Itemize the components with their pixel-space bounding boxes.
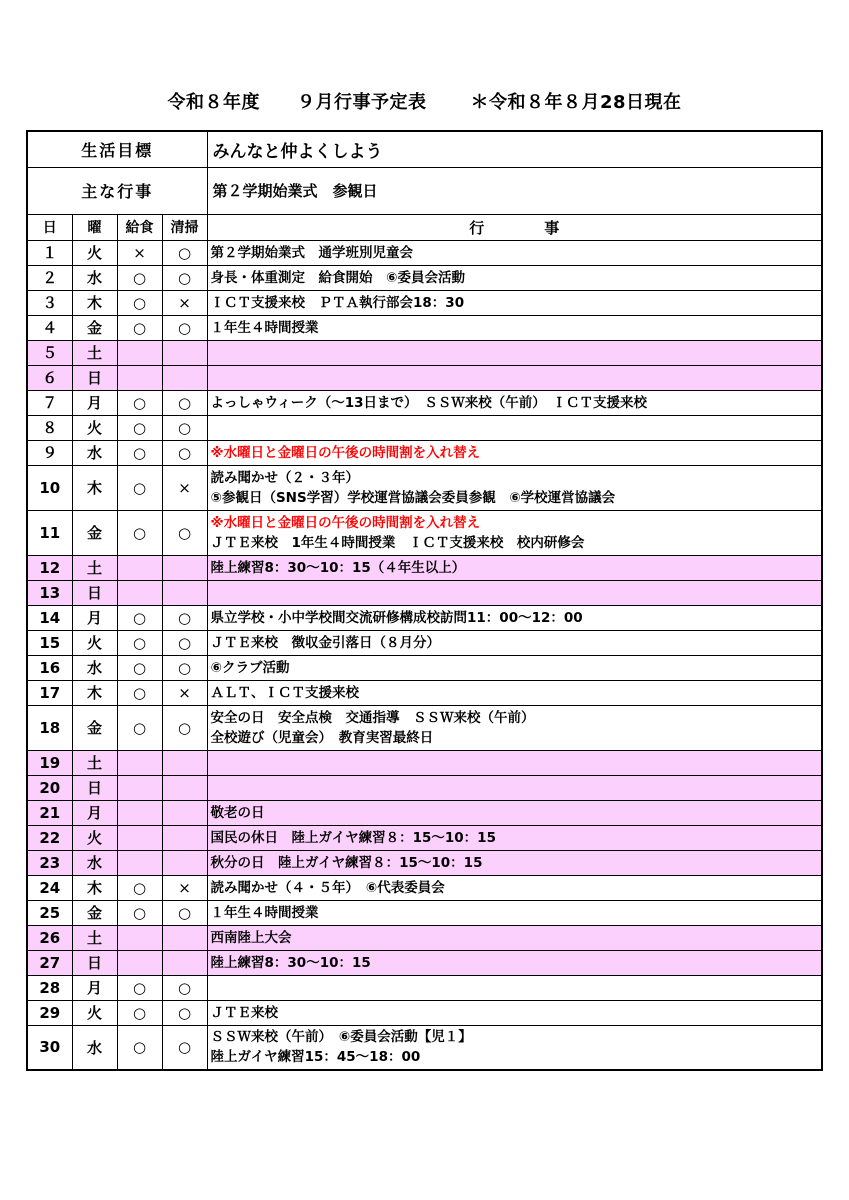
schedule-row	[27, 315, 822, 340]
lunch-cell: ○	[117, 465, 162, 510]
event-text: 読み聞かせ（２・３年）	[210, 469, 360, 486]
as-of-date: ＊令和８年８月28日現在	[470, 92, 682, 113]
lunch-cell	[117, 340, 162, 365]
schedule-row	[27, 925, 822, 950]
events-cell	[207, 315, 822, 340]
lunch-cell: ○	[117, 390, 162, 415]
cleaning-cell: ○	[162, 1025, 207, 1070]
lunch-cell: ○	[117, 655, 162, 680]
goal-label: 生活目標	[27, 131, 207, 167]
cleaning-cell: ○	[162, 655, 207, 680]
weekday-cell: 月	[72, 975, 117, 1000]
weekday-cell: 月	[72, 800, 117, 825]
schedule-row	[27, 510, 822, 555]
weekday-cell: 金	[72, 510, 117, 555]
events-cell	[207, 440, 822, 465]
lunch-cell: ○	[117, 705, 162, 750]
day-cell: 20	[27, 775, 72, 800]
event-text: 西南陸上大会	[210, 929, 292, 946]
events-cell	[207, 340, 822, 365]
events-cell	[207, 415, 822, 440]
lunch-cell	[117, 365, 162, 390]
cleaning-cell: ○	[162, 440, 207, 465]
weekday-cell: 土	[72, 555, 117, 580]
cleaning-cell: ×	[162, 875, 207, 900]
event-text: ＪＴＥ来校 1年生４時間授業 ＩＣＴ支援来校 校内研修会	[210, 534, 585, 551]
events-cell	[207, 750, 822, 775]
events-cell	[207, 605, 822, 630]
weekday-cell: 月	[72, 605, 117, 630]
day-cell: 26	[27, 925, 72, 950]
schedule-row	[27, 630, 822, 655]
cleaning-cell: ○	[162, 705, 207, 750]
event-text: １年生４時間授業	[210, 319, 319, 336]
weekday-cell: 木	[72, 290, 117, 315]
lunch-cell: ○	[117, 1025, 162, 1070]
day-cell: 22	[27, 825, 72, 850]
lunch-cell: ○	[117, 975, 162, 1000]
weekday-cell: 土	[72, 340, 117, 365]
day-cell: 23	[27, 850, 72, 875]
lunch-cell: ×	[117, 240, 162, 265]
events-cell	[207, 365, 822, 390]
events-cell	[207, 630, 822, 655]
day-cell: 11	[27, 510, 72, 555]
day-cell: ５	[27, 340, 72, 365]
event-text: 全校遊び（児童会） 教育実習最終日	[210, 729, 434, 746]
lunch-cell	[117, 925, 162, 950]
events-cell	[207, 580, 822, 605]
cleaning-cell: ○	[162, 415, 207, 440]
weekday-cell: 日	[72, 775, 117, 800]
cleaning-cell	[162, 850, 207, 875]
event-text: よっしゃウィーク（～13日まで） ＳＳＷ来校（午前） ＩＣＴ支援来校	[210, 394, 647, 411]
day-cell: 15	[27, 630, 72, 655]
cleaning-cell: ○	[162, 975, 207, 1000]
main-events-row	[27, 167, 822, 214]
weekday-cell: 日	[72, 950, 117, 975]
events-cell	[207, 290, 822, 315]
schedule-row	[27, 605, 822, 630]
weekday-cell: 土	[72, 925, 117, 950]
events-cell	[207, 850, 822, 875]
schedule-row	[27, 705, 822, 750]
lunch-cell	[117, 825, 162, 850]
event-text: １年生４時間授業	[210, 904, 319, 921]
weekday-cell: 日	[72, 365, 117, 390]
lunch-cell: ○	[117, 265, 162, 290]
schedule-row	[27, 340, 822, 365]
events-cell	[207, 1025, 822, 1070]
lunch-cell	[117, 775, 162, 800]
weekday-cell: 金	[72, 900, 117, 925]
weekday-cell: 火	[72, 1000, 117, 1025]
lunch-cell	[117, 580, 162, 605]
col-events-header: 行 事	[207, 214, 822, 240]
lunch-cell: ○	[117, 875, 162, 900]
event-text: ＪＴＥ来校	[210, 1004, 279, 1021]
lunch-cell	[117, 555, 162, 580]
event-text: 安全の日 安全点検 交通指導 ＳＳＷ来校（午前）	[210, 709, 535, 726]
cleaning-cell: ×	[162, 465, 207, 510]
weekday-cell: 火	[72, 240, 117, 265]
cleaning-cell	[162, 580, 207, 605]
weekday-cell: 日	[72, 580, 117, 605]
weekday-cell: 火	[72, 630, 117, 655]
schedule-row	[27, 440, 822, 465]
weekday-cell: 水	[72, 850, 117, 875]
day-cell: ４	[27, 315, 72, 340]
events-cell	[207, 1000, 822, 1025]
day-cell: ６	[27, 365, 72, 390]
schedule-row	[27, 365, 822, 390]
day-cell: ８	[27, 415, 72, 440]
schedule-row	[27, 875, 822, 900]
cleaning-cell: ○	[162, 1000, 207, 1025]
cleaning-cell: ○	[162, 315, 207, 340]
weekday-cell: 金	[72, 315, 117, 340]
cleaning-cell: ○	[162, 630, 207, 655]
events-cell	[207, 875, 822, 900]
events-cell	[207, 975, 822, 1000]
schedule-row	[27, 265, 822, 290]
day-cell: 28	[27, 975, 72, 1000]
cleaning-cell	[162, 925, 207, 950]
events-cell	[207, 465, 822, 510]
lunch-cell	[117, 850, 162, 875]
schedule-row	[27, 555, 822, 580]
day-cell: 18	[27, 705, 72, 750]
event-text: 陸上練習8：30～10：15	[210, 954, 371, 971]
col-day-header: 日	[27, 214, 72, 240]
schedule-row	[27, 290, 822, 315]
cleaning-cell	[162, 775, 207, 800]
schedule-row	[27, 775, 822, 800]
events-cell	[207, 240, 822, 265]
weekday-cell: 土	[72, 750, 117, 775]
schedule-row	[27, 975, 822, 1000]
lunch-cell: ○	[117, 1000, 162, 1025]
day-cell: 16	[27, 655, 72, 680]
cleaning-cell	[162, 750, 207, 775]
event-text: 国民の休日 陸上ガイヤ練習８：15～10：15	[210, 829, 496, 846]
day-cell: 13	[27, 580, 72, 605]
lunch-cell	[117, 750, 162, 775]
event-text: ＳＳＷ来校（午前） ⑥委員会活動【児１】	[210, 1029, 472, 1046]
lunch-cell: ○	[117, 680, 162, 705]
schedule-row	[27, 680, 822, 705]
lunch-cell: ○	[117, 290, 162, 315]
events-cell	[207, 390, 822, 415]
event-text: 秋分の日 陸上ガイヤ練習８：15～10：15	[210, 854, 483, 871]
day-cell: １	[27, 240, 72, 265]
weekday-cell: 火	[72, 415, 117, 440]
lunch-cell	[117, 800, 162, 825]
schedule-row	[27, 1025, 822, 1070]
weekday-cell: 木	[72, 680, 117, 705]
weekday-cell: 水	[72, 440, 117, 465]
weekday-cell: 水	[72, 265, 117, 290]
day-cell: 19	[27, 750, 72, 775]
cleaning-cell	[162, 365, 207, 390]
cleaning-cell	[162, 800, 207, 825]
cleaning-cell: ○	[162, 605, 207, 630]
schedule-row	[27, 580, 822, 605]
cleaning-cell	[162, 555, 207, 580]
schedule-row	[27, 950, 822, 975]
schedule-row	[27, 1000, 822, 1025]
event-text: ＪＴＥ来校 徴収金引落日（８月分）	[210, 634, 441, 651]
schedule-row	[27, 900, 822, 925]
schedule-row	[27, 465, 822, 510]
cleaning-cell: ×	[162, 680, 207, 705]
schedule-title: 令和８年度 ９月行事予定表	[167, 92, 427, 113]
lunch-cell: ○	[117, 630, 162, 655]
cleaning-cell: ○	[162, 900, 207, 925]
cleaning-cell: ○	[162, 240, 207, 265]
cleaning-cell	[162, 950, 207, 975]
goal-value: みんなと仲よくしよう	[207, 131, 822, 167]
events-cell	[207, 680, 822, 705]
events-cell	[207, 655, 822, 680]
weekday-cell: 金	[72, 705, 117, 750]
weekday-cell: 水	[72, 655, 117, 680]
day-cell: 17	[27, 680, 72, 705]
day-cell: 30	[27, 1025, 72, 1070]
cleaning-cell: ×	[162, 290, 207, 315]
event-text: ⑤参観日（SNS学習）学校運営協議会委員参観 ⑥学校運営協議会	[210, 489, 616, 506]
column-header-row	[27, 214, 822, 240]
event-text: ⑥クラブ活動	[210, 659, 290, 676]
schedule-row	[27, 390, 822, 415]
day-cell: 25	[27, 900, 72, 925]
cleaning-cell: ○	[162, 510, 207, 555]
lunch-cell: ○	[117, 605, 162, 630]
events-cell	[207, 265, 822, 290]
cleaning-cell: ○	[162, 265, 207, 290]
lunch-cell	[117, 950, 162, 975]
events-cell	[207, 555, 822, 580]
cleaning-cell	[162, 825, 207, 850]
day-cell: ２	[27, 265, 72, 290]
lunch-cell: ○	[117, 440, 162, 465]
day-cell: 21	[27, 800, 72, 825]
lunch-cell: ○	[117, 315, 162, 340]
col-weekday-header: 曜	[72, 214, 117, 240]
lunch-cell: ○	[117, 510, 162, 555]
schedule-row	[27, 415, 822, 440]
day-cell: 24	[27, 875, 72, 900]
events-cell	[207, 510, 822, 555]
events-cell	[207, 705, 822, 750]
schedule-row	[27, 825, 822, 850]
events-cell	[207, 925, 822, 950]
event-text: ＩＣＴ支援来校 ＰＴＡ執行部会18：30	[210, 294, 465, 311]
events-cell	[207, 800, 822, 825]
events-cell	[207, 825, 822, 850]
event-text: 第２学期始業式 通学班別児童会	[210, 244, 414, 261]
main-events-value: 第２学期始業式 参観日	[207, 167, 822, 214]
events-cell	[207, 900, 822, 925]
day-cell: 14	[27, 605, 72, 630]
col-lunch-header: 給食	[117, 214, 162, 240]
event-text: ＡＬＴ、ＩＣＴ支援来校	[210, 684, 360, 701]
day-cell: ３	[27, 290, 72, 315]
events-cell	[207, 775, 822, 800]
cleaning-cell: ○	[162, 390, 207, 415]
event-text: 読み聞かせ（４・５年） ⑥代表委員会	[210, 879, 445, 896]
day-cell: ７	[27, 390, 72, 415]
events-cell	[207, 950, 822, 975]
event-text: 県立学校・小中学校間交流研修構成校訪問11：00～12：00	[210, 609, 583, 626]
event-text: 身長・体重測定 給食開始 ⑥委員会活動	[210, 269, 465, 286]
goal-row	[27, 131, 822, 167]
weekday-cell: 月	[72, 390, 117, 415]
day-cell: 10	[27, 465, 72, 510]
day-cell: ９	[27, 440, 72, 465]
event-text: 陸上ガイヤ練習15：45～18：00	[210, 1049, 421, 1066]
weekday-cell: 火	[72, 825, 117, 850]
notice-text: ※水曜日と金曜日の午後の時間割を入れ替え	[210, 444, 481, 461]
weekday-cell: 木	[72, 875, 117, 900]
notice-text: ※水曜日と金曜日の午後の時間割を入れ替え	[210, 514, 481, 531]
schedule-row	[27, 850, 822, 875]
col-cleaning-header: 清掃	[162, 214, 207, 240]
day-cell: 12	[27, 555, 72, 580]
cleaning-cell	[162, 340, 207, 365]
weekday-cell: 水	[72, 1025, 117, 1070]
event-text: 敬老の日	[210, 804, 265, 821]
document-title	[0, 88, 849, 114]
schedule-row	[27, 655, 822, 680]
lunch-cell: ○	[117, 415, 162, 440]
day-cell: 29	[27, 1000, 72, 1025]
day-cell: 27	[27, 950, 72, 975]
weekday-cell: 木	[72, 465, 117, 510]
schedule-row	[27, 750, 822, 775]
main-events-label: 主な行事	[27, 167, 207, 214]
schedule-row	[27, 240, 822, 265]
schedule-row	[27, 800, 822, 825]
schedule-table	[26, 130, 823, 1071]
lunch-cell: ○	[117, 900, 162, 925]
event-text: 陸上練習8：30～10：15（４年生以上）	[210, 559, 466, 576]
